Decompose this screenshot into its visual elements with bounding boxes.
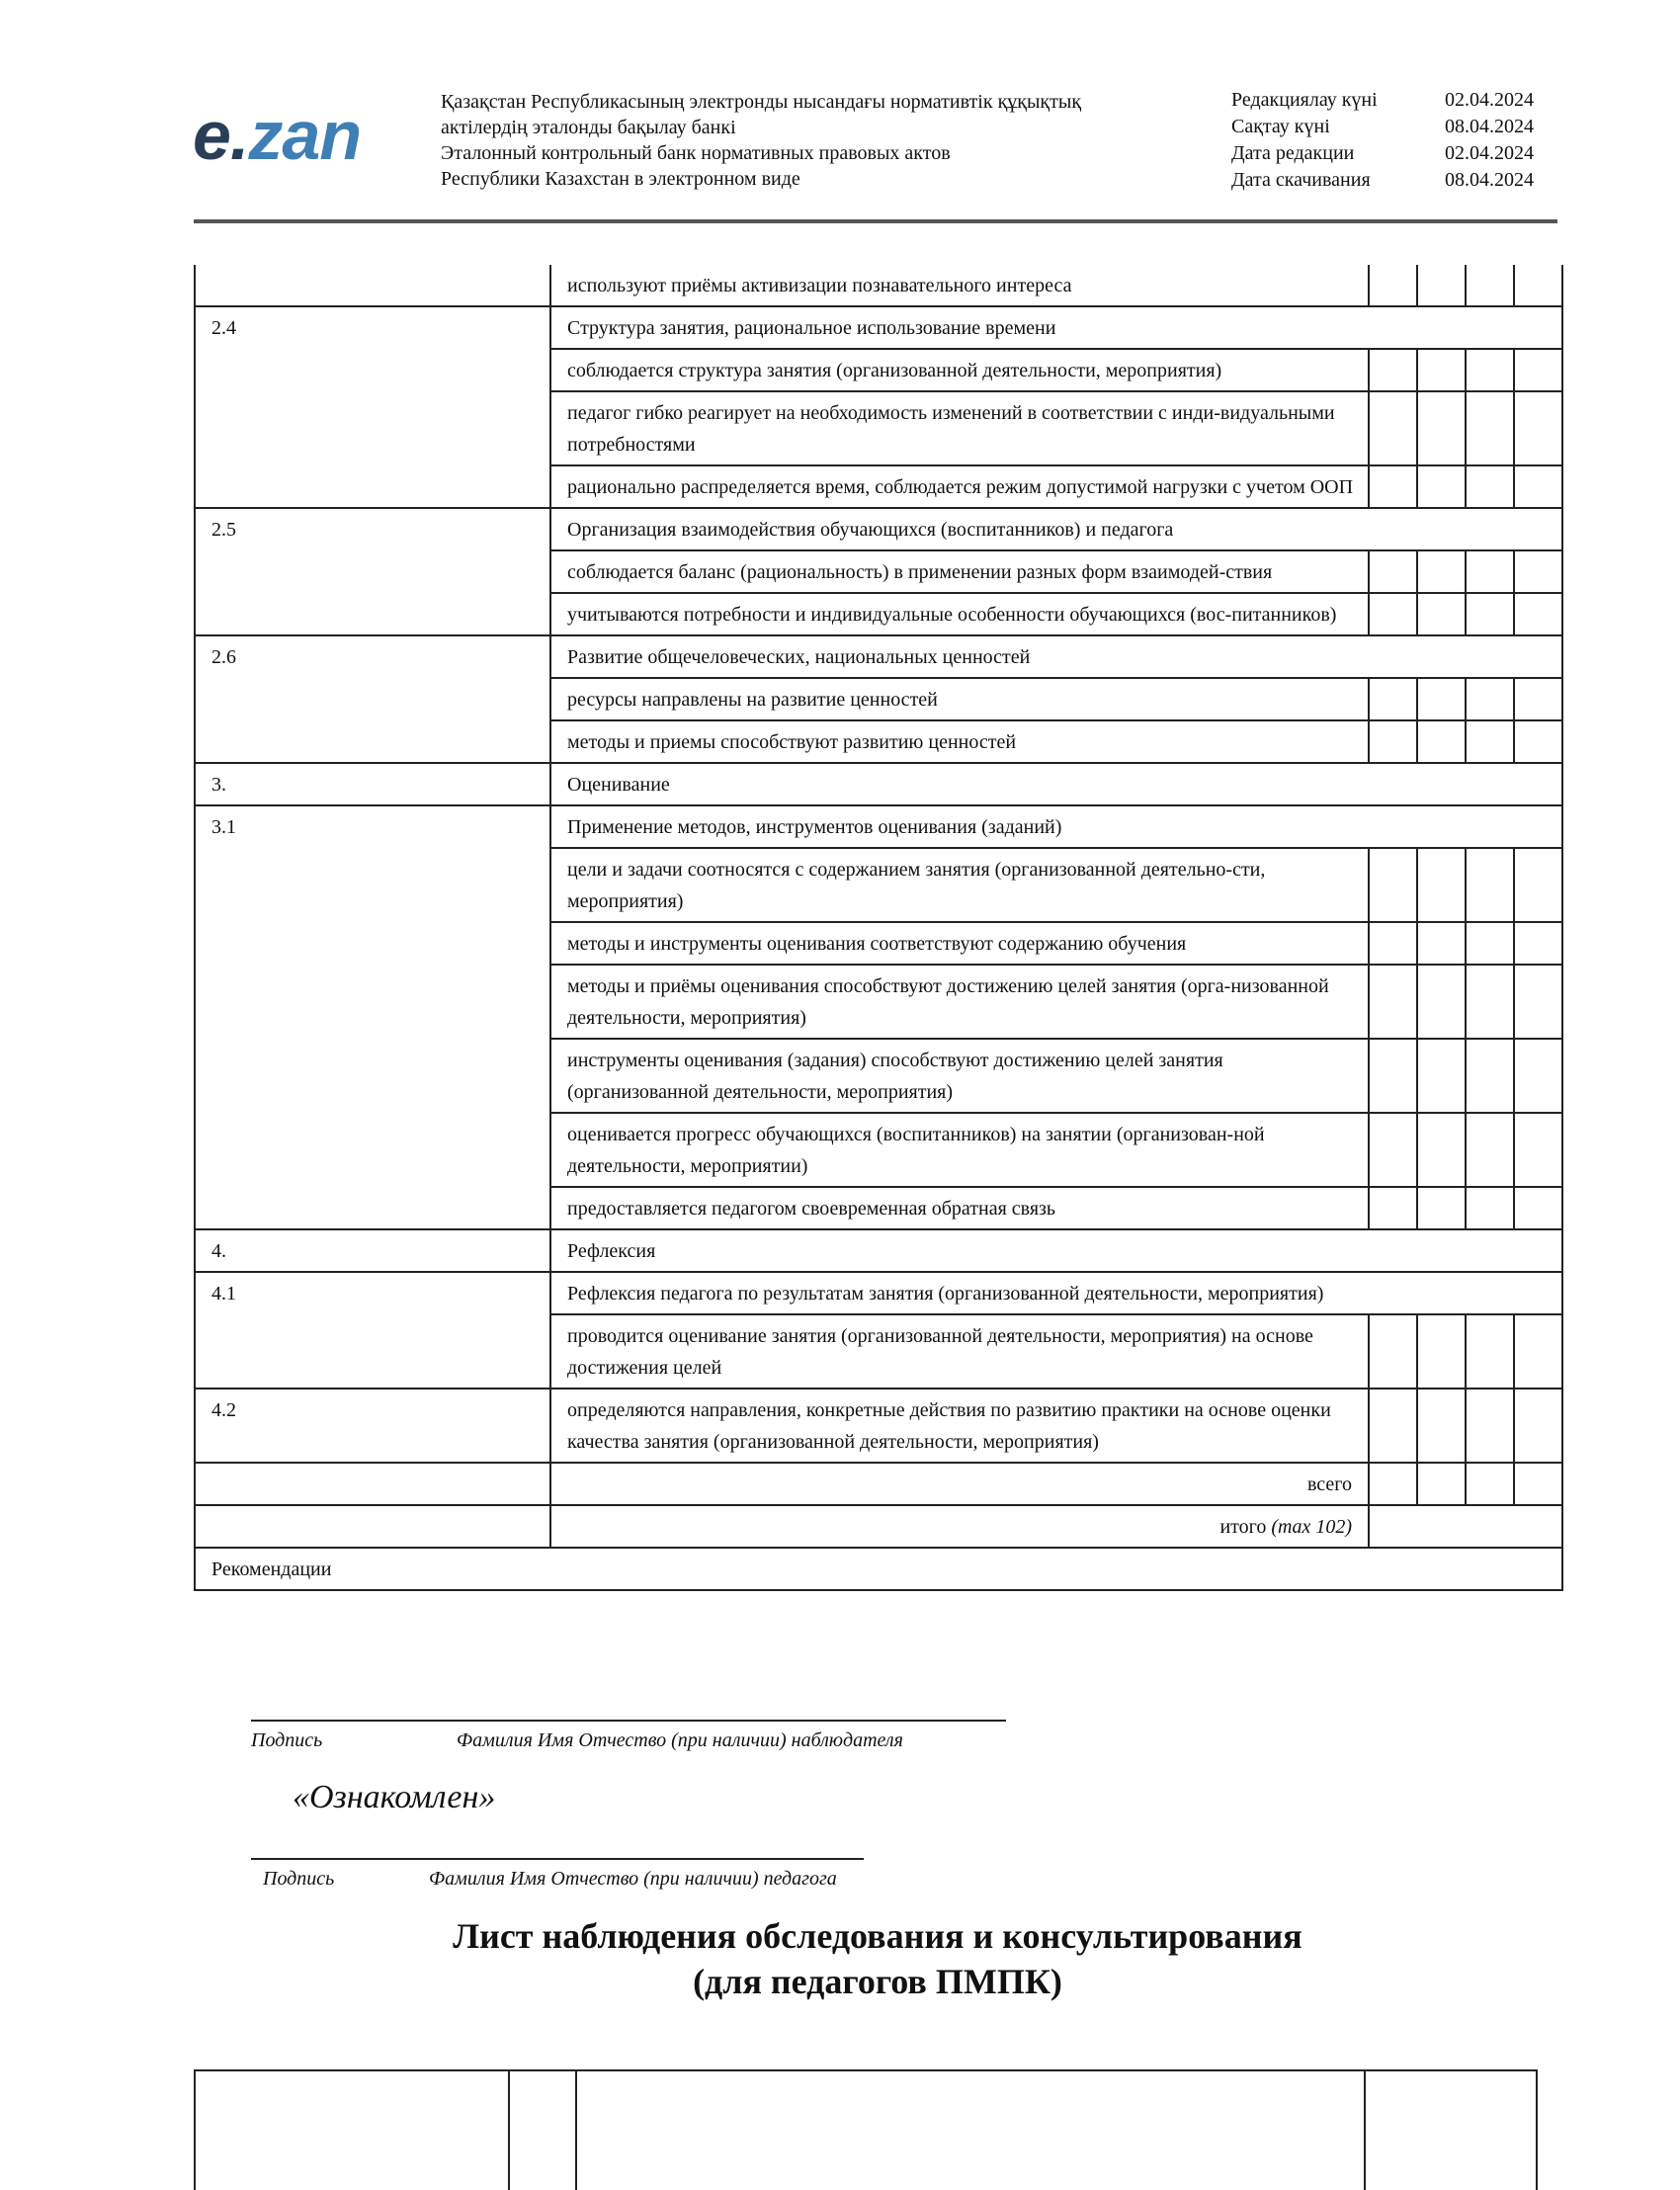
meta-row (1231, 140, 1534, 167)
score-cell[interactable] (1369, 1389, 1417, 1463)
score-cell[interactable] (1466, 349, 1514, 391)
header-description-line: Қазақстан Республикасының электронды нысандағы нормативтік құқықтық (441, 91, 1082, 113)
score-cell[interactable] (1417, 1463, 1466, 1505)
header-description-line: актілердің эталонды бақылау банкі (441, 117, 736, 138)
observer-name-label: Фамилия Имя Отчество (при наличии) наблюдателя (457, 1729, 903, 1751)
score-cell[interactable] (1514, 965, 1562, 1039)
table-row (195, 265, 1562, 306)
recommendations-row (195, 1548, 1562, 1590)
score-cell[interactable] (1369, 678, 1417, 720)
score-cell[interactable] (1369, 848, 1417, 922)
score-cell[interactable] (1369, 1113, 1417, 1187)
criterion-cell: цели и задачи соотносятся с содержанием занятия (организованной деятельно-сти, мероприятия) (550, 848, 1369, 922)
recommendations-label: Рекомендации (195, 1548, 1562, 1590)
total-label: всего (550, 1463, 1369, 1505)
section-row (195, 635, 1562, 678)
score-cell[interactable] (1466, 848, 1514, 922)
score-cell[interactable] (1369, 1463, 1417, 1505)
score-cell[interactable] (1417, 465, 1466, 508)
score-cell[interactable] (1417, 265, 1466, 306)
score-cell[interactable] (1514, 848, 1562, 922)
teacher-signature-line (251, 1858, 864, 1860)
score-cell[interactable] (1417, 593, 1466, 635)
observer-signature-label: Подпись (251, 1729, 323, 1751)
score-cell[interactable] (1417, 720, 1466, 763)
criterion-cell: предоставляется педагогом своевременная обратная связь (550, 1187, 1369, 1229)
score-cell[interactable] (1417, 550, 1466, 593)
score-cell[interactable] (1417, 349, 1466, 391)
next-table-border (1536, 2071, 1538, 2190)
score-cell[interactable] (1369, 1039, 1417, 1113)
document-title-line: Лист наблюдения обследования и консультирования (453, 1916, 1302, 1956)
score-cell[interactable] (1514, 1039, 1562, 1113)
section-number: 3. (195, 763, 550, 805)
section-number: 2.6 (195, 635, 550, 763)
section-row (195, 763, 1562, 805)
criterion-cell: соблюдается структура занятия (организованной деятельности, мероприятия) (550, 349, 1369, 391)
score-cell[interactable] (1417, 965, 1466, 1039)
section-number: 4. (195, 1229, 550, 1272)
next-table-border (1364, 2071, 1366, 2190)
meta-label: Сақтау күні (1231, 116, 1330, 137)
header-divider (194, 219, 1557, 223)
score-cell[interactable] (1369, 349, 1417, 391)
score-cell[interactable] (1369, 1187, 1417, 1229)
score-cell[interactable] (1417, 1113, 1466, 1187)
score-cell[interactable] (1514, 720, 1562, 763)
meta-label: Дата скачивания (1231, 169, 1371, 191)
meta-row (1231, 167, 1534, 194)
criterion-cell: учитываются потребности и индивидуальные особенности обучающихся (вос-питанников) (550, 593, 1369, 635)
header-description (441, 89, 1081, 192)
number-cell (195, 265, 550, 306)
score-cell[interactable] (1514, 265, 1562, 306)
section-row (195, 805, 1562, 848)
teacher-name-label: Фамилия Имя Отчество (при наличии) педагога (429, 1868, 837, 1890)
criterion-cell: соблюдается баланс (рациональность) в применении разных форм взаимодей-ствия (550, 550, 1369, 593)
score-cell[interactable] (1417, 1389, 1466, 1463)
score-cell[interactable] (1466, 550, 1514, 593)
score-cell[interactable] (1417, 848, 1466, 922)
ezan-logo: e.zan (193, 97, 362, 174)
criterion-cell: методы и инструменты оценивания соответствуют содержанию обучения (550, 922, 1369, 965)
grand-total-value-cell[interactable] (1369, 1505, 1562, 1548)
score-cell[interactable] (1466, 1463, 1514, 1505)
score-cell[interactable] (1417, 391, 1466, 465)
section-row (195, 508, 1562, 550)
score-cell[interactable] (1369, 265, 1417, 306)
score-cell[interactable] (1514, 1314, 1562, 1389)
score-cell[interactable] (1514, 1463, 1562, 1505)
score-cell[interactable] (1514, 349, 1562, 391)
total-row (195, 1463, 1562, 1505)
score-cell[interactable] (1466, 391, 1514, 465)
meta-label: Дата редакции (1231, 142, 1355, 164)
section-row (195, 306, 1562, 349)
score-cell[interactable] (1514, 1113, 1562, 1187)
section-row (195, 1272, 1562, 1314)
section-title: Развитие общечеловеческих, национальных ценностей (550, 635, 1562, 678)
criterion-cell: ресурсы направлены на развитие ценностей (550, 678, 1369, 720)
table-row (195, 1389, 1562, 1463)
score-cell[interactable] (1514, 678, 1562, 720)
header-description-line: Республики Казахстан в электронном виде (441, 168, 800, 190)
score-cell[interactable] (1369, 593, 1417, 635)
next-table-border (508, 2071, 510, 2190)
header-description-line: Эталонный контрольный банк нормативных правовых актов (441, 142, 951, 164)
number-cell (195, 1463, 550, 1505)
meta-value: 08.04.2024 (1445, 169, 1534, 191)
score-cell[interactable] (1514, 391, 1562, 465)
criterion-cell: инструменты оценивания (задания) способствуют достижению целей занятия (организованной деятельности, мероприятия) (550, 1039, 1369, 1113)
meta-value: 02.04.2024 (1445, 89, 1534, 111)
score-cell[interactable] (1466, 1187, 1514, 1229)
meta-label: Редакциялау күні (1231, 89, 1378, 111)
score-cell[interactable] (1369, 465, 1417, 508)
section-number: 2.4 (195, 306, 550, 508)
score-cell[interactable] (1514, 922, 1562, 965)
score-cell[interactable] (1514, 550, 1562, 593)
grand-total-row (195, 1505, 1562, 1548)
score-cell[interactable] (1466, 1039, 1514, 1113)
section-number: 4.1 (195, 1272, 550, 1389)
criterion-cell: методы и приёмы оценивания способствуют достижению целей занятия (орга-низованной деятельности, мероприятия) (550, 965, 1369, 1039)
score-cell[interactable] (1417, 1187, 1466, 1229)
acknowledged-label: «Ознакомлен» (293, 1779, 496, 1815)
score-cell[interactable] (1369, 1314, 1417, 1389)
criterion-cell: педагог гибко реагирует на необходимость изменений в соответствии с инди-видуальными потребностями (550, 391, 1369, 465)
header-meta (1231, 87, 1534, 194)
score-cell[interactable] (1466, 465, 1514, 508)
section-title: Организация взаимодействия обучающихся (воспитанников) и педагога (550, 508, 1562, 550)
score-cell[interactable] (1369, 391, 1417, 465)
section-title: Структура занятия, рациональное использование времени (550, 306, 1562, 349)
meta-row (1231, 114, 1534, 140)
score-cell[interactable] (1466, 922, 1514, 965)
score-cell[interactable] (1417, 922, 1466, 965)
observer-signature-line (251, 1720, 1006, 1722)
score-cell[interactable] (1466, 1113, 1514, 1187)
score-cell[interactable] (1514, 1187, 1562, 1229)
criterion-cell: рационально распределяется время, соблюдается режим допустимой нагрузки с учетом ООП (550, 465, 1369, 508)
document-title-subline: (для педагогов ПМПК) (693, 1962, 1062, 2001)
next-table-border (575, 2071, 577, 2190)
section-number: 4.2 (195, 1389, 550, 1463)
criterion-cell: методы и приемы способствуют развитию ценностей (550, 720, 1369, 763)
score-cell[interactable] (1466, 965, 1514, 1039)
document-title (194, 1913, 1561, 2004)
score-cell[interactable] (1369, 550, 1417, 593)
section-title: Оценивание (550, 763, 1562, 805)
criterion-cell: оценивается прогресс обучающихся (воспитанников) на занятии (организован-ной деятельности, мероприятии) (550, 1113, 1369, 1187)
score-cell[interactable] (1417, 1039, 1466, 1113)
next-table-header (194, 2069, 1538, 2180)
section-number: 2.5 (195, 508, 550, 635)
number-cell (195, 1505, 550, 1548)
meta-value: 02.04.2024 (1445, 142, 1534, 164)
score-cell[interactable] (1466, 720, 1514, 763)
observation-table (194, 265, 1563, 1591)
score-cell[interactable] (1466, 265, 1514, 306)
score-cell[interactable] (1514, 1389, 1562, 1463)
grand-total-label: итого (max 102) (550, 1505, 1369, 1548)
criterion-cell: определяются направления, конкретные действия по развитию практики на основе оценки качества занятия (организованной деятельности, мероприятия) (550, 1389, 1369, 1463)
score-cell[interactable] (1417, 678, 1466, 720)
section-title: Рефлексия (550, 1229, 1562, 1272)
score-cell[interactable] (1514, 593, 1562, 635)
teacher-signature-label: Подпись (263, 1868, 335, 1890)
criterion-cell: используют приёмы активизации познавательного интереса (550, 265, 1369, 306)
score-cell[interactable] (1369, 965, 1417, 1039)
meta-value: 08.04.2024 (1445, 116, 1534, 137)
score-cell[interactable] (1466, 678, 1514, 720)
grand-total-max: (max 102) (1271, 1516, 1352, 1538)
criterion-cell: проводится оценивание занятия (организованной деятельности, мероприятия) на основе достижения целей (550, 1314, 1369, 1389)
score-cell[interactable] (1466, 593, 1514, 635)
score-cell[interactable] (1369, 922, 1417, 965)
section-title: Применение методов, инструментов оценивания (заданий) (550, 805, 1562, 848)
section-number: 3.1 (195, 805, 550, 1229)
meta-row (1231, 87, 1534, 114)
score-cell[interactable] (1417, 1314, 1466, 1389)
next-table-border (194, 2071, 196, 2190)
score-cell[interactable] (1369, 720, 1417, 763)
score-cell[interactable] (1514, 465, 1562, 508)
section-row (195, 1229, 1562, 1272)
score-cell[interactable] (1466, 1314, 1514, 1389)
score-cell[interactable] (1466, 1389, 1514, 1463)
section-title: Рефлексия педагога по результатам занятия (организованной деятельности, мероприятия) (550, 1272, 1562, 1314)
